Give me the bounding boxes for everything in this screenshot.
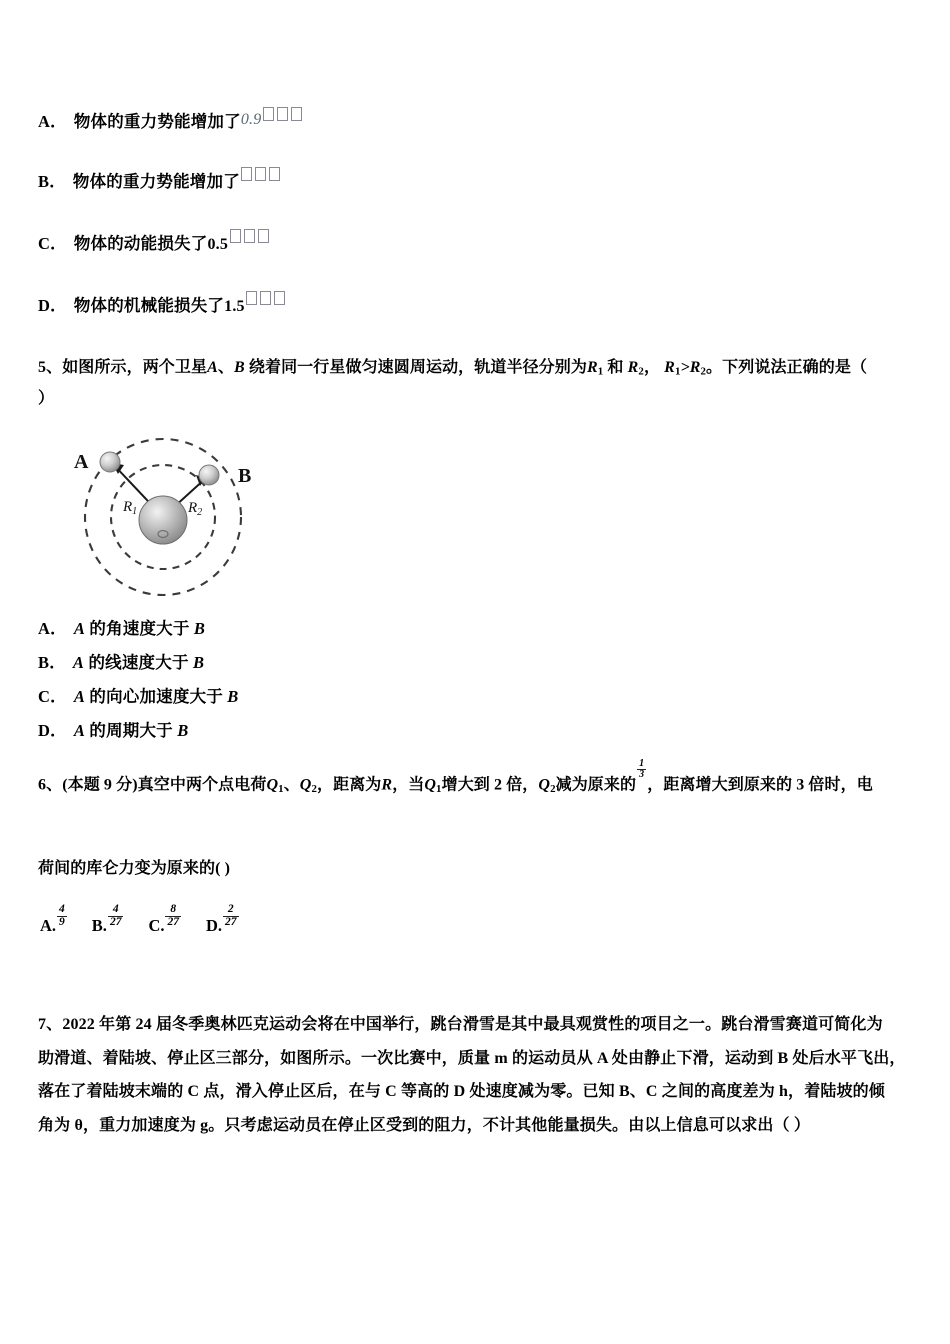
q6-option-c-label: C. xyxy=(148,916,165,936)
option-c-tofu-glyphs xyxy=(228,229,270,254)
charge-q2-sub: 2 xyxy=(311,782,317,795)
q5-option-c-label: C． xyxy=(38,687,67,707)
option-d-value: 1.5 xyxy=(224,298,245,315)
question7-line4: 角为 θ，重力加速度为 g。只考虑运动员在停止区受到的阻力，不计其他能量损失。由以上信息可以求出（ ） xyxy=(38,1116,811,1134)
radius1-subscript: 1 xyxy=(597,365,604,378)
charge-q2b: Q xyxy=(538,776,551,794)
option-b-text: 物体的重力势能增加了 xyxy=(72,172,240,191)
question7-line1-text: 2022 年第 24 届冬季奥林匹克运动会将在中国举行，跳台滑雪是其中最具观赏性的项目之一。跳台滑雪赛道可简化为 xyxy=(62,1016,883,1033)
q5-option-a-label: A． xyxy=(38,619,67,639)
option-a[interactable] xyxy=(38,107,303,132)
charge-q2b-sub: 2 xyxy=(550,782,556,795)
option-b[interactable] xyxy=(38,167,282,192)
q6-option-b-label: B. xyxy=(91,916,107,936)
option-a-value: 0.9 xyxy=(240,111,262,128)
q5-option-b-sym1: A xyxy=(72,653,85,673)
question5-stem-part4: 和 xyxy=(603,359,628,376)
q6-opt-d-num: 2 xyxy=(227,903,234,915)
q6-option-b[interactable] xyxy=(91,903,125,940)
satellite-orbit-svg xyxy=(60,420,290,605)
charge-q1b-sub: 1 xyxy=(436,782,442,795)
q6-option-d[interactable] xyxy=(205,903,240,940)
question6-text4: 增大到 2 倍， xyxy=(441,776,539,794)
charge-q2: Q xyxy=(299,776,312,794)
question5-sep: 、 xyxy=(217,359,234,376)
question7-block xyxy=(38,1008,918,1142)
q5-option-b[interactable] xyxy=(38,653,204,673)
satellite-b-body xyxy=(199,465,219,485)
option-a-text: 物体的重力势能增加了 xyxy=(73,112,241,131)
question6-text1: 真空中两个点电荷 xyxy=(137,776,267,794)
q5-option-c-sym2: B xyxy=(227,687,239,707)
q5-option-c-text: 的向心加速度大于 xyxy=(85,687,228,707)
q6-option-d-label: D. xyxy=(205,916,223,936)
question6-text5: 减为原来的 xyxy=(555,776,637,794)
radius2-label: $R_2$ xyxy=(188,500,203,519)
question6-options xyxy=(40,903,264,940)
radius2-subscript: 2 xyxy=(638,365,644,378)
q6-option-a[interactable] xyxy=(40,903,68,940)
question5-stem-cont: ） xyxy=(38,390,55,408)
q6-opt-a-num: 4 xyxy=(59,903,65,915)
question6-score-note: (本题 9 分) xyxy=(62,776,138,794)
question6-text6: ，距离增大到原来的 3 倍时，电 xyxy=(647,776,873,794)
question5-number: 5、 xyxy=(38,359,63,376)
q5-option-a-sym1: A xyxy=(73,619,86,639)
q5-option-b-text: 的线速度大于 xyxy=(84,653,193,673)
q6-opt-c-den: 27 xyxy=(167,915,179,928)
satellite-a-body xyxy=(100,452,120,472)
charge-q1-sub: 1 xyxy=(278,782,284,795)
q5-option-c-sym1: A xyxy=(73,687,86,707)
q6-option-c[interactable] xyxy=(148,903,182,940)
fraction-numerator: 1 xyxy=(639,758,645,769)
q5-option-b-label: B． xyxy=(38,653,66,673)
q6-opt-b-den: 27 xyxy=(109,915,122,928)
question5-stem-part1: 如图所示，两个卫星 xyxy=(62,359,208,376)
q6-option-a-label: A. xyxy=(40,916,57,936)
question5-stem xyxy=(38,352,918,383)
distance-r: R xyxy=(381,776,393,794)
option-a-tofu-glyphs xyxy=(261,107,303,132)
q5-option-d-text: 的周期大于 xyxy=(85,721,178,741)
question6-number: 6、 xyxy=(38,776,63,794)
fraction-denominator: 3 xyxy=(639,769,645,781)
question7-line3: 落在了着陆坡末端的 C 点，滑入停止区后，在与 C 等高的 D 处速度减为零。已知 B、C 之间的高度差为 h，着陆坡的倾 xyxy=(38,1083,885,1101)
central-planet xyxy=(139,496,187,544)
option-d-text: 物体的机械能损失了 xyxy=(73,296,225,315)
question5-stem-part5: ， xyxy=(643,359,661,376)
q5-option-d[interactable] xyxy=(38,721,188,741)
charge-q1: Q xyxy=(266,776,279,794)
option-c[interactable] xyxy=(38,229,270,254)
q6-option-d-fraction xyxy=(223,904,239,929)
option-c-text: 物体的动能损失了 xyxy=(73,234,208,253)
q5-option-d-sym1: A xyxy=(73,721,86,741)
question6-stem-line2: 荷间的库仑力变为原来的( ) xyxy=(38,860,231,877)
satellite-a-symbol: A xyxy=(207,359,218,376)
question7-line2: 助滑道、着陆坡、停止区三部分，如图所示。一次比赛中，质量 m 的运动员从 A 处由静止下滑，运动到 B 处后水平飞出， xyxy=(38,1049,906,1067)
radius1-symbol: R xyxy=(586,359,598,376)
compare-r1: R xyxy=(664,359,675,376)
question7-line1 xyxy=(38,1008,918,1042)
option-d-label: D． xyxy=(38,296,67,315)
q5-option-c[interactable] xyxy=(38,687,239,707)
radius2-symbol: R xyxy=(627,359,639,376)
option-b-tofu-glyphs xyxy=(240,167,282,192)
q6-option-c-fraction xyxy=(165,904,181,929)
q5-option-d-sym2: B xyxy=(177,721,189,741)
option-c-value: 0.5 xyxy=(207,236,229,253)
question5-block xyxy=(38,352,918,741)
q6-opt-c-num: 8 xyxy=(170,903,177,915)
satellite-b-symbol: B xyxy=(234,359,245,376)
compare-r1-sub: 1 xyxy=(674,365,681,378)
question6-sep1: 、 xyxy=(283,776,300,794)
satellite-b-label: B xyxy=(238,465,252,488)
satellite-orbit-diagram xyxy=(60,420,290,605)
compare-r2-sub: 2 xyxy=(700,365,707,378)
charge-q1b: Q xyxy=(424,776,437,794)
compare-operator: >R xyxy=(680,359,701,376)
q6-opt-d-den: 27 xyxy=(225,915,237,928)
option-b-label: B． xyxy=(38,172,66,191)
option-d-tofu-glyphs xyxy=(245,291,287,316)
question6-block xyxy=(38,758,918,936)
question7-number: 7、 xyxy=(38,1016,63,1033)
q6-opt-b-num: 4 xyxy=(112,903,119,915)
radius1-label: $R_1$ xyxy=(123,499,138,518)
q5-option-d-label: D． xyxy=(38,721,67,741)
question6-text2: ，距离为 xyxy=(317,776,382,794)
question6-text3: ，当 xyxy=(392,776,425,794)
question6-fraction-one-third xyxy=(637,759,646,781)
question5-stem-part3: 绕着同一行星做匀速圆周运动，轨道半径分别为 xyxy=(244,359,587,376)
question5-stem-part6: 。下列说法正确的是（ xyxy=(706,359,868,376)
option-c-label: C． xyxy=(38,234,67,253)
q6-opt-a-den: 9 xyxy=(59,915,65,928)
option-a-label: A． xyxy=(38,112,67,131)
q5-option-a-text: 的角速度大于 xyxy=(85,619,194,639)
q5-option-a-sym2: B xyxy=(193,619,206,639)
satellite-a-label: A xyxy=(74,451,89,474)
q5-option-a[interactable] xyxy=(38,619,205,639)
q5-option-b-sym2: B xyxy=(192,653,205,673)
q6-option-a-fraction xyxy=(57,904,67,929)
option-d[interactable] xyxy=(38,291,287,316)
question6-stem-line1 xyxy=(38,758,918,797)
q6-option-b-fraction xyxy=(108,904,124,929)
